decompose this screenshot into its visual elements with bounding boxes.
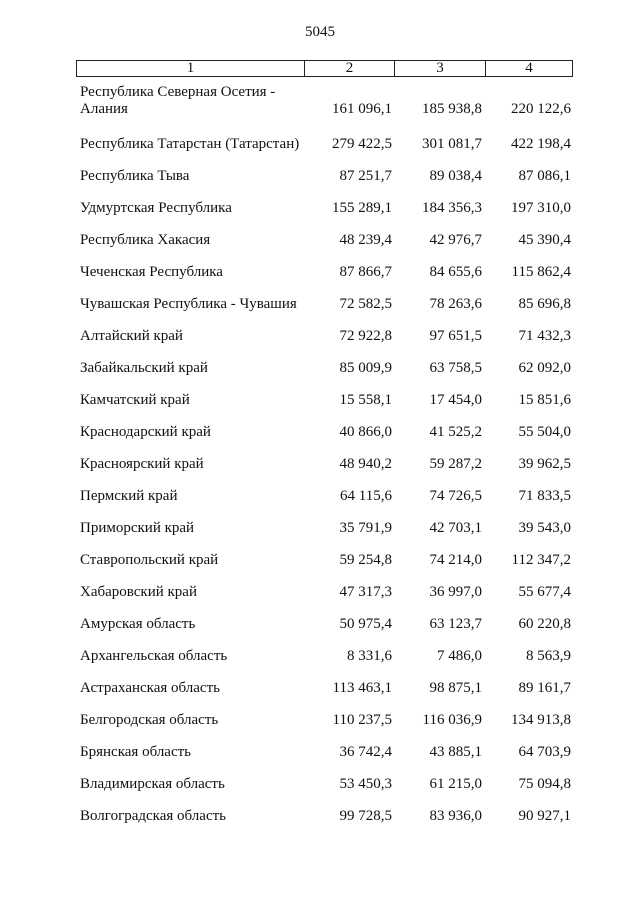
value-col-3: 43 885,1 — [429, 744, 482, 760]
value-col-4: 89 161,7 — [518, 680, 571, 696]
value-col-3: 42 703,1 — [429, 520, 482, 536]
value-col-4: 39 543,0 — [518, 520, 571, 536]
value-col-4: 112 347,2 — [511, 552, 571, 568]
value-col-2: 161 096,1 — [332, 101, 392, 117]
value-col-3: 184 356,3 — [422, 200, 482, 216]
value-col-2: 99 728,5 — [339, 808, 392, 824]
value-col-4: 422 198,4 — [511, 136, 571, 152]
value-col-2: 87 866,7 — [339, 264, 392, 280]
value-col-2: 48 239,4 — [339, 232, 392, 248]
page-number: 5045 — [305, 24, 335, 40]
header-col-3: 3 — [395, 61, 486, 76]
value-col-3: 97 651,5 — [429, 328, 482, 344]
region-name: Краснодарский край — [80, 424, 211, 440]
region-name: Республика Тыва — [80, 168, 190, 184]
value-col-2: 113 463,1 — [332, 680, 392, 696]
value-col-2: 110 237,5 — [332, 712, 392, 728]
region-name: Республика Татарстан (Татарстан) — [80, 136, 300, 152]
value-col-3: 63 123,7 — [429, 616, 482, 632]
table-header — [76, 60, 573, 77]
value-col-4: 75 094,8 — [518, 776, 571, 792]
value-col-4: 134 913,8 — [511, 712, 571, 728]
region-name: Красноярский край — [80, 456, 204, 472]
value-col-4: 45 390,4 — [518, 232, 571, 248]
region-name: Чеченская Республика — [80, 264, 223, 280]
value-col-3: 78 263,6 — [429, 296, 482, 312]
region-name: Алтайский край — [80, 328, 183, 344]
value-col-3: 301 081,7 — [422, 136, 482, 152]
value-col-4: 64 703,9 — [518, 744, 571, 760]
region-name: Камчатский край — [80, 392, 190, 408]
region-name: Брянская область — [80, 744, 192, 760]
value-col-4: 60 220,8 — [518, 616, 571, 632]
region-name: Удмуртская Республика — [80, 200, 232, 216]
value-col-3: 74 214,0 — [429, 552, 482, 568]
value-col-4: 55 504,0 — [518, 424, 571, 440]
value-col-3: 63 758,5 — [429, 360, 482, 376]
value-col-3: 17 454,0 — [429, 392, 482, 408]
region-name: Забайкальский край — [80, 360, 208, 376]
region-name: Владимирская область — [80, 776, 225, 792]
region-name: Белгородская область — [80, 712, 219, 728]
region-name: Приморский край — [80, 520, 195, 536]
value-col-2: 53 450,3 — [339, 776, 392, 792]
value-col-3: 42 976,7 — [429, 232, 482, 248]
value-col-2: 87 251,7 — [339, 168, 392, 184]
value-col-2: 48 940,2 — [339, 456, 392, 472]
value-col-4: 55 677,4 — [518, 584, 571, 600]
value-col-2: 85 009,9 — [339, 360, 392, 376]
value-col-4: 87 086,1 — [518, 168, 571, 184]
header-col-1: 1 — [77, 61, 305, 76]
value-col-2: 15 558,1 — [339, 392, 392, 408]
header-col-2: 2 — [305, 61, 395, 76]
value-col-2: 47 317,3 — [339, 584, 392, 600]
value-col-3: 89 038,4 — [429, 168, 482, 184]
value-col-3: 185 938,8 — [422, 101, 482, 117]
region-name: Республика Северная Осетия - Алания — [80, 84, 276, 117]
value-col-3: 98 875,1 — [429, 680, 482, 696]
region-name: Республика Хакасия — [80, 232, 211, 248]
region-name: Астраханская область — [80, 680, 220, 696]
value-col-3: 59 287,2 — [429, 456, 482, 472]
value-col-3: 36 997,0 — [429, 584, 482, 600]
header-col-4: 4 — [525, 60, 533, 76]
value-col-3: 74 726,5 — [429, 488, 482, 504]
value-col-4: 8 563,9 — [526, 648, 571, 664]
value-col-3: 84 655,6 — [429, 264, 482, 280]
region-name: Пермский край — [80, 488, 178, 504]
value-col-2: 72 582,5 — [339, 296, 392, 312]
value-col-2: 40 866,0 — [339, 424, 392, 440]
region-name: Архангельская область — [80, 648, 228, 664]
value-col-4: 220 122,6 — [511, 101, 571, 117]
region-name: Амурская область — [80, 616, 196, 632]
value-col-3: 83 936,0 — [429, 808, 482, 824]
value-col-2: 155 289,1 — [332, 200, 392, 216]
value-col-2: 64 115,6 — [340, 488, 392, 504]
value-col-3: 61 215,0 — [429, 776, 482, 792]
value-col-4: 39 962,5 — [518, 456, 571, 472]
value-col-2: 8 331,6 — [347, 648, 392, 664]
region-name: Ставропольский край — [80, 552, 219, 568]
value-col-4: 15 851,6 — [518, 392, 571, 408]
value-col-2: 36 742,4 — [339, 744, 392, 760]
value-col-3: 116 036,9 — [422, 712, 482, 728]
region-name: Хабаровский край — [80, 584, 197, 600]
region-name: Чувашская Республика - Чувашия — [80, 296, 297, 312]
value-col-4: 62 092,0 — [518, 360, 571, 376]
value-col-3: 41 525,2 — [429, 424, 482, 440]
value-col-2: 50 975,4 — [339, 616, 392, 632]
value-col-2: 279 422,5 — [332, 136, 392, 152]
value-col-3: 7 486,0 — [437, 648, 482, 664]
value-col-4: 71 833,5 — [518, 488, 571, 504]
value-col-4: 85 696,8 — [518, 296, 571, 312]
value-col-4: 71 432,3 — [518, 328, 571, 344]
value-col-4: 115 862,4 — [511, 264, 571, 280]
value-col-4: 90 927,1 — [518, 808, 571, 824]
value-col-2: 59 254,8 — [339, 552, 392, 568]
region-name: Волгоградская область — [80, 808, 226, 824]
value-col-2: 72 922,8 — [339, 328, 392, 344]
value-col-2: 35 791,9 — [339, 520, 392, 536]
value-col-4: 197 310,0 — [511, 200, 571, 216]
